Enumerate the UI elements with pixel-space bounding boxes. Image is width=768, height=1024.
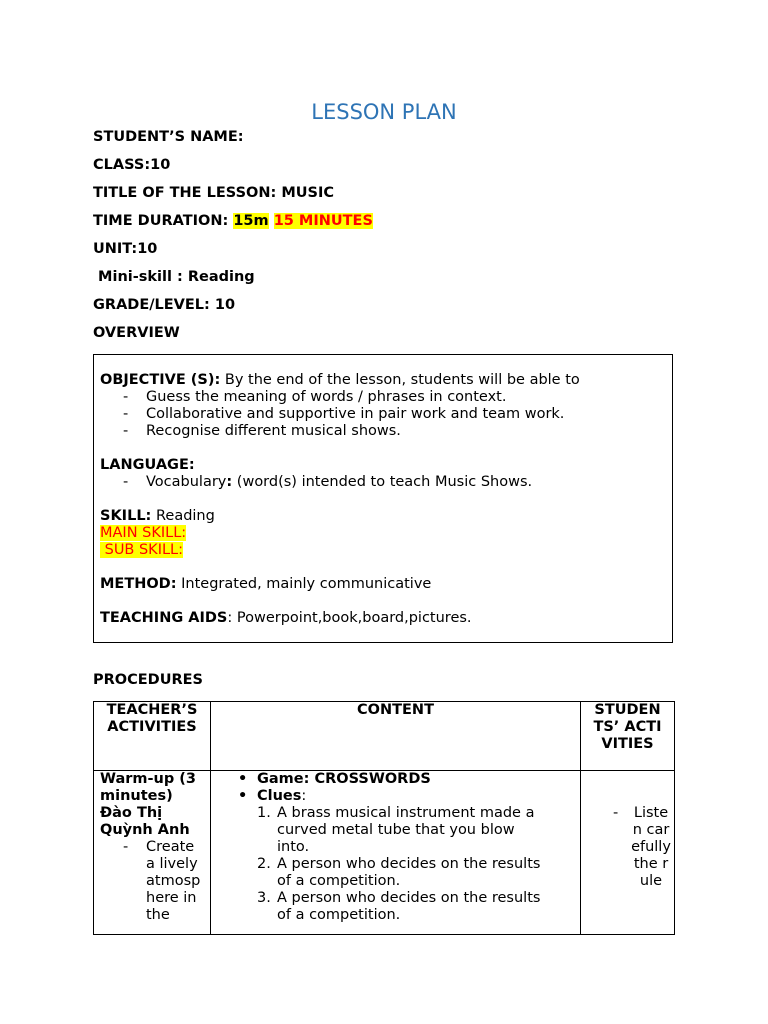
warmup-stage: Warm-up (3 minutes) Đào Thị Quỳnh Anh <box>100 771 197 838</box>
student-name-label: STUDENT’S NAME: <box>93 129 244 145</box>
teacher-activity: - Create a lively atmosphere in the <box>100 839 210 924</box>
clue-text: A person who decides on the results of a competition. <box>277 890 541 923</box>
clue-item <box>211 856 580 890</box>
game-label: Game: CROSSWORDS <box>257 771 431 787</box>
vocabulary-colon: : <box>226 474 233 490</box>
header-content: CONTENT <box>211 702 581 771</box>
method-line <box>100 576 666 593</box>
vocabulary-label: Vocabulary <box>146 474 227 490</box>
page-title: LESSON PLAN <box>311 100 457 124</box>
header-students-activities: STUDENTS’ ACTIVITIES <box>581 702 675 771</box>
objective-list <box>100 389 666 440</box>
grade-label: GRADE/LEVEL: 10 <box>93 297 236 313</box>
objective-item: - Guess the meaning of words / phrases in context. <box>100 389 666 406</box>
main-skill-label: MAIN SKILL: <box>100 525 187 541</box>
method-label: METHOD: <box>100 576 177 592</box>
teacher-cell <box>94 771 211 935</box>
main-skill-line <box>100 525 666 542</box>
class-label: CLASS:10 <box>93 157 171 173</box>
overview-heading: OVERVIEW <box>93 325 180 341</box>
student-activity-dash: - <box>613 805 619 821</box>
clue-item <box>211 805 580 856</box>
procedures-table <box>93 701 675 935</box>
game-item <box>211 771 580 788</box>
unit-label: UNIT:10 <box>93 241 158 257</box>
objective-line <box>100 372 666 389</box>
lesson-title-label: TITLE OF THE LESSON: MUSIC <box>93 185 334 201</box>
method-text: Integrated, mainly communicative <box>176 576 432 592</box>
language-line <box>100 457 666 474</box>
student-activity: Listen carefully the rule <box>631 805 671 889</box>
language-label: LANGUAGE: <box>100 457 195 473</box>
time-value-long: 15 MINUTES <box>273 213 373 229</box>
time-duration-label: TIME DURATION: <box>93 213 234 229</box>
objective-label: OBJECTIVE (S): <box>100 372 221 388</box>
teaching-aids-text: : Powerpoint,book,board,pictures. <box>227 610 472 626</box>
clue-text: A brass musical instrument made a curved metal tube that you blow into. <box>277 805 535 855</box>
clues-list <box>211 805 580 924</box>
skill-line <box>100 508 666 525</box>
header-teacher-activities: TEACHER’S ACTIVITIES <box>94 702 211 771</box>
student-cell <box>581 771 675 935</box>
vocabulary-text: (word(s) intended to teach Music Shows. <box>232 474 533 490</box>
overview-box <box>93 354 673 643</box>
table-header-row <box>94 702 675 771</box>
objective-text: By the end of the lesson, students will be able to <box>220 372 580 388</box>
clue-number: 1. <box>257 805 271 821</box>
sub-skill-line <box>100 542 666 559</box>
clues-item <box>211 788 580 805</box>
content-bullets <box>211 771 580 805</box>
vocabulary-item <box>100 474 666 491</box>
objective-item: - Recognise different musical shows. <box>100 423 666 440</box>
objective-item: - Collaborative and supportive in pair work and team work. <box>100 406 666 423</box>
clue-text: A person who decides on the results of a competition. <box>277 856 541 889</box>
teaching-aids-line <box>100 610 666 627</box>
skill-label: SKILL: <box>100 508 152 524</box>
content-cell <box>211 771 581 935</box>
clue-number: 2. <box>257 856 271 872</box>
teaching-aids-label: TEACHING AIDS <box>100 610 228 626</box>
language-list <box>100 474 666 491</box>
skill-text: Reading <box>151 508 215 524</box>
clue-number: 3. <box>257 890 271 906</box>
clue-item <box>211 890 580 924</box>
clues-colon: : <box>301 788 307 804</box>
procedures-heading: PROCEDURES <box>93 672 203 688</box>
table-row <box>94 771 675 935</box>
mini-skill-label: Mini-skill : Reading <box>93 269 255 285</box>
time-value-short: 15m <box>233 213 269 229</box>
clues-label: Clues <box>257 788 302 804</box>
time-duration <box>93 213 373 229</box>
sub-skill-label: SUB SKILL: <box>100 542 184 558</box>
